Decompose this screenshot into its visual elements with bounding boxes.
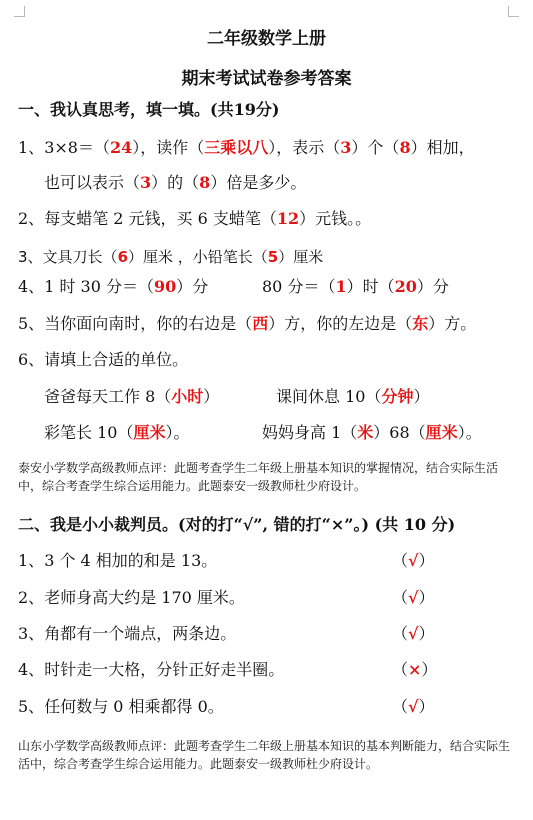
- q4-answer-1: 90: [154, 277, 177, 296]
- q6-text: 彩笔长 10（: [44, 423, 134, 442]
- judge-answer: [392, 624, 435, 644]
- judge-item: [18, 697, 224, 717]
- q1-number: 1、: [18, 138, 45, 157]
- q3-text: ）厘米: [278, 248, 324, 266]
- judge-item-text: 老师身高大约是 170 厘米。: [44, 588, 245, 607]
- q5-answer-2: 东: [412, 314, 429, 333]
- q1-answer-6: 8: [199, 173, 211, 192]
- judge-item: [18, 660, 284, 680]
- question-3: [18, 247, 323, 267]
- paren: （: [392, 551, 409, 570]
- paren: （: [392, 660, 409, 679]
- paren: ）: [418, 588, 435, 607]
- q6-text: 妈妈身高 1（: [262, 423, 358, 442]
- q4-text: ）分: [416, 277, 449, 296]
- q2-text: 每支蜡笔 2 元钱，买 6 支蜡笔（: [44, 209, 277, 228]
- q1-text: ），读作（: [132, 138, 205, 157]
- judge-mark: √: [408, 588, 419, 607]
- paren: ）: [418, 697, 435, 716]
- q6-text: ）68（: [373, 423, 426, 442]
- q6-text: 爸爸每天工作 8（: [44, 387, 172, 406]
- q5-text: ）方。: [428, 314, 477, 333]
- q6-text: ）。: [165, 423, 190, 442]
- q6-answer-cm-2: 厘米: [425, 423, 458, 442]
- judge-item-number: 2、: [18, 588, 45, 607]
- q3-answer-1: 6: [117, 248, 128, 266]
- judge-item: [18, 551, 217, 571]
- q6-answer-m: 米: [357, 423, 374, 442]
- judge-item-number: 3、: [18, 624, 45, 643]
- judge-item-text: 角都有一个端点，两条边。: [44, 624, 237, 643]
- q3-text: 文具刀长（: [42, 248, 118, 266]
- q5-text: 当你面向南时，你的右边是（: [44, 314, 253, 333]
- judge-mark: √: [408, 697, 419, 716]
- judge-item-text: 任何数与 0 相乘都得 0。: [44, 697, 224, 716]
- q4-number: 4、: [18, 277, 45, 296]
- q1-answer-1: 24: [109, 138, 133, 157]
- q1-answer-2: 三乘以八: [204, 138, 269, 157]
- q1-text: ）相加，: [410, 138, 475, 157]
- judge-item: [18, 624, 236, 644]
- q6-text: ）: [413, 387, 430, 406]
- section2-heading: 二、我是小小裁判员。(对的打“√”, 错的打“×”。) (共 10 分): [18, 515, 456, 534]
- judge-item-text: 3 个 4 相加的和是 13。: [44, 551, 218, 570]
- page-corner-mark-right: [508, 6, 519, 17]
- judge-answer: [392, 551, 435, 571]
- q1-text: ），表示（: [268, 138, 341, 157]
- q6-text: ）。: [457, 423, 482, 442]
- q5-answer-1: 西: [252, 314, 269, 333]
- question-2: [18, 209, 371, 229]
- q5-number: 5、: [18, 314, 45, 333]
- paren: （: [392, 697, 409, 716]
- teacher-comment-1: 泰安小学数学高级教师点评：此题考查学生二年级上册基本知识的掌握情况，结合实际生活中，综合考查学生综合运用能力。此题泰安一级教师杜少府设计。: [18, 461, 499, 493]
- q6-answer-cm: 厘米: [133, 423, 166, 442]
- q1-text: ）个（: [351, 138, 400, 157]
- question-6-row-2a: [44, 423, 189, 443]
- q6-text: ）: [203, 387, 220, 406]
- judge-item-number: 5、: [18, 697, 45, 716]
- q4-text: 1 时 30 分＝（: [44, 277, 154, 296]
- question-4-part-2: [262, 277, 449, 297]
- section1-heading: 一、我认真思考，填一填。(共19分): [18, 100, 280, 119]
- judge-answer: [392, 697, 435, 717]
- judge-answer: [392, 660, 437, 680]
- judge-mark: ×: [408, 660, 422, 679]
- judge-item-number: 4、: [18, 660, 45, 679]
- paren: ）: [418, 624, 435, 643]
- q1-text: 也可以表示（: [44, 173, 141, 192]
- q4-text: ）时（: [346, 277, 395, 296]
- q1-answer-5: 3: [140, 173, 152, 192]
- q1-text: 3×8＝（: [44, 138, 110, 157]
- q4-answer-2: 1: [335, 277, 347, 296]
- q6-text: 课间休息 10（: [276, 387, 382, 406]
- judge-mark: √: [408, 624, 419, 643]
- paren: （: [392, 624, 409, 643]
- teacher-comment-2: 山东小学数学高级教师点评：此题考查学生二年级上册基本知识的基本判断能力，结合实际生活中，综合考查学生综合运用能力。此题泰安一级教师杜少府设计。: [18, 739, 511, 771]
- page-title: 二年级数学上册: [207, 29, 326, 49]
- q1-answer-3: 3: [340, 138, 352, 157]
- q6-answer-minutes: 分钟: [381, 387, 414, 406]
- q2-number: 2、: [18, 209, 45, 228]
- judge-item-number: 1、: [18, 551, 45, 570]
- q2-text: ）元钱。。: [299, 209, 372, 228]
- question-4: [18, 277, 208, 297]
- q1-text: ）的（: [151, 173, 200, 192]
- q5-text: ）方，你的左边是（: [268, 314, 413, 333]
- question-1-line-1: [18, 138, 475, 158]
- q1-text: ）倍是多少。: [210, 173, 307, 192]
- question-6-row-1b: [276, 387, 429, 407]
- paren: ）: [421, 660, 438, 679]
- judge-item-text: 时针走一大格，分针正好走半圈。: [44, 660, 285, 679]
- page-corner-mark-left: [14, 6, 25, 17]
- judge-answer: [392, 588, 435, 608]
- q3-number: 3、: [18, 248, 43, 266]
- q1-answer-4: 8: [399, 138, 411, 157]
- question-6-row-1a: [44, 387, 219, 407]
- paren: ）: [418, 551, 435, 570]
- question-5: [18, 314, 476, 334]
- question-1-line-2: [44, 173, 306, 193]
- page-subtitle: 期末考试试卷参考答案: [181, 69, 352, 89]
- q3-answer-2: 5: [267, 248, 279, 266]
- q4-answer-3: 20: [394, 277, 417, 296]
- question-6-row-2b: [262, 423, 482, 443]
- paren: （: [392, 588, 409, 607]
- judge-mark: √: [408, 551, 419, 570]
- q4-text: ）分: [176, 277, 209, 296]
- q6-answer-hours: 小时: [171, 387, 204, 406]
- q4-text: 80 分＝（: [262, 277, 336, 296]
- q2-answer: 12: [276, 209, 300, 228]
- question-6-label: 6、请填上合适的单位。: [18, 350, 189, 369]
- q3-text: ）厘米 ，小铅笔长（: [128, 248, 268, 266]
- judge-item: [18, 588, 245, 608]
